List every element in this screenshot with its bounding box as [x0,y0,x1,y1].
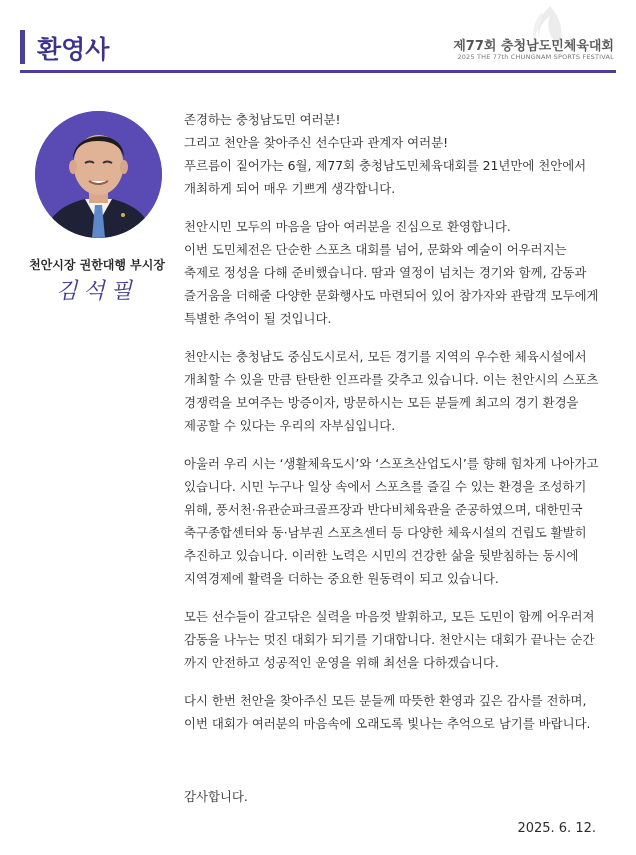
text-line: 모든 선수들이 갈고닦은 실력을 마음껏 발휘하고, 모든 도민이 함께 어우러져 [184,609,595,624]
event-title: 제77회 충청남도민체육대회 [453,39,614,54]
welcome-speech-body [184,108,599,750]
paragraph-2 [184,215,599,330]
text-line: 개최하게 되어 매우 기쁘게 생각합니다. [184,181,396,196]
text-line: 천안시민 모두의 마음을 담아 여러분을 진심으로 환영합니다. [184,219,511,234]
text-line: 감동을 나누는 멋진 대회가 되기를 기대합니다. 천안시는 대회가 끝나는 순간 [184,632,595,647]
paragraph-4 [184,452,599,590]
header-accent-bar [20,30,25,64]
text-line: 위해, 풍서천·유관순파크골프장과 반다비체육관을 준공하였으며, 대한민국 [184,502,583,517]
speaker-portrait [35,111,162,238]
text-line: 제공할 수 있다는 우리의 자부심입니다. [184,418,396,433]
text-line: 축구종합센터와 동·남부권 스포츠센터 등 다양한 체육시설의 건립도 활발히 [184,525,587,540]
speaker-signature: 김석필 [56,279,138,304]
text-line: 있습니다. 시민 누구나 일상 속에서 스포츠를 즐길 수 있는 환경을 조성하기 [184,479,587,494]
paragraph-6 [184,689,596,735]
page-header [0,0,636,80]
speaker-role: 천안시장 권한대행 부시장 [29,258,165,272]
paragraph-3 [184,345,599,437]
text-line: 지역경제에 활력을 더하는 중요한 원동력이 되고 있습니다. [184,571,499,586]
text-line: 까지 안전하고 성공적인 운영을 위해 최선을 다하겠습니다. [184,655,499,670]
text-line: 아울러 우리 시는 ‘생활체육도시’와 ‘스포츠산업도시’를 향해 힘차게 나아가고 [184,456,599,471]
text-line: 경쟁력을 보여주는 방증이자, 방문하시는 모든 분들께 최고의 경기 환경을 [184,395,579,410]
text-line: 다시 한번 천안을 찾아주신 모든 분들께 따뜻한 환영과 깊은 감사를 전하며, [184,693,587,708]
text-line: 존경하는 충청남도민 여러분! [184,112,341,127]
text-line: 즐거움을 더해줄 다양한 문화행사도 마련되어 있어 참가자와 관람객 모두에게 [184,288,599,303]
text-line: 이번 도민체전은 단순한 스포츠 대회를 넘어, 문화와 예술이 어우러지는 [184,242,567,257]
text-line: 특별한 추억이 될 것입니다. [184,311,332,326]
paragraph-5 [184,605,596,674]
text-line: 푸르름이 짙어가는 6월, 제77회 충청남도민체육대회를 21년만에 천안에서 [184,158,587,173]
paragraph-1 [184,108,596,200]
header-divider [20,70,616,73]
portrait-illustration [35,111,162,238]
text-line: 천안시는 충청남도 중심도시로서, 모든 경기를 지역의 우수한 체육시설에서 [184,349,587,364]
text-line: 개최할 수 있을 만큼 탄탄한 인프라를 갖추고 있습니다. 이는 천안시의 스포츠 [184,372,599,387]
event-subtitle: 2025 THE 77th CHUNGNAM SPORTS FESTIVAL [457,53,614,61]
speech-date: 2025. 6. 12. [517,821,596,836]
text-line: 추진하고 있습니다. 이러한 노력은 시민의 건강한 삶을 뒷받침하는 동시에 [184,548,579,563]
page-title: 환영사 [37,35,110,64]
text-line: 축제로 정성을 다해 준비했습니다. 땀과 열정이 넘치는 경기와 함께, 감동과 [184,265,587,280]
text-line: 이번 대회가 여러분의 마음속에 오래도록 빛나는 추억으로 남기를 바랍니다. [184,716,591,731]
text-line: 그리고 천안을 찾아주신 선수단과 관계자 여러분! [184,135,449,150]
closing-remark: 감사합니다. [184,789,248,804]
